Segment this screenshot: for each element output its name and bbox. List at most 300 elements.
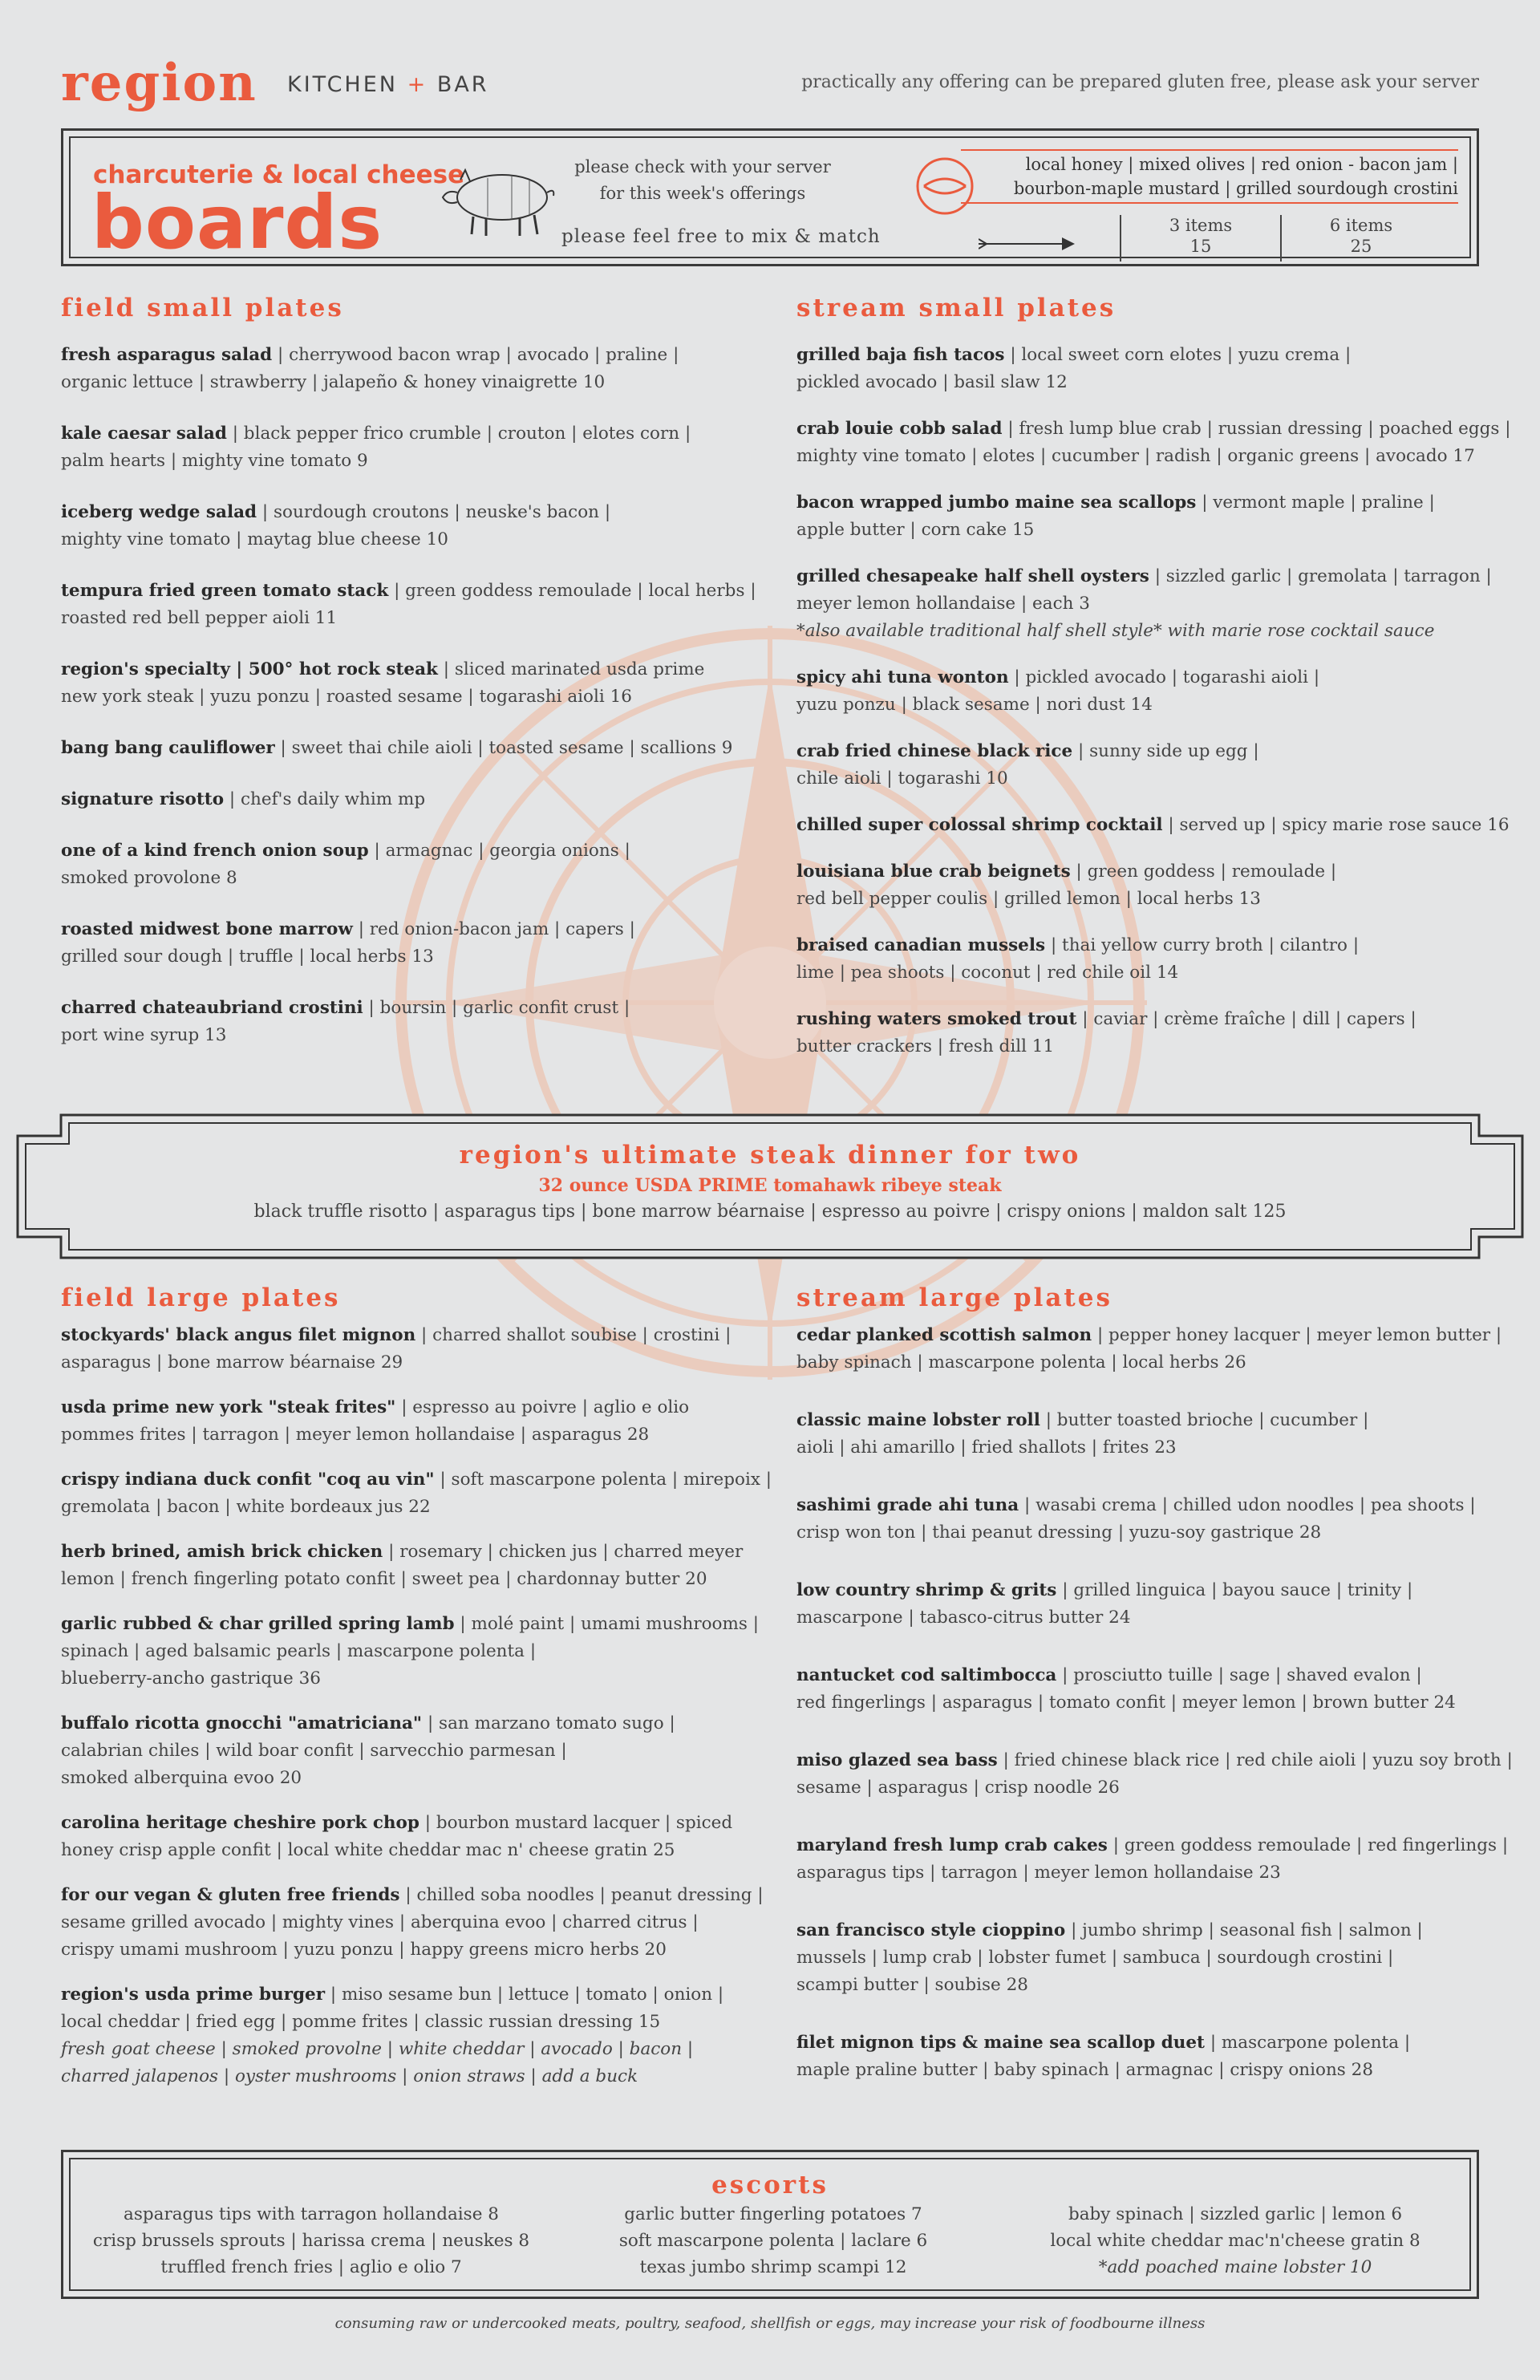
- menu-item-highlight: ahi tuna: [938, 1495, 1019, 1515]
- menu-item: [796, 1322, 1502, 1377]
- menu-item-highlight: burger: [258, 1985, 326, 2005]
- menu-item-name-line: [61, 1539, 767, 1566]
- menu-item-name-line: [61, 995, 767, 1022]
- menu-item: [61, 1981, 767, 2090]
- menu-item: [796, 1006, 1502, 1060]
- field-large-list: [61, 1322, 772, 2090]
- menu-item: [61, 342, 767, 396]
- menu-item: [796, 1577, 1502, 1632]
- menu-item-name: crab fried chinese: [796, 741, 978, 761]
- arrow-right-icon: [979, 234, 1075, 253]
- menu-item-highlight: vegan & gluten free: [134, 1885, 326, 1905]
- escort-item: local white cheddar mac'n'cheese gratin 8: [1050, 2231, 1420, 2251]
- menu-item-description: | espresso au poivre | aglio e olio: [395, 1397, 690, 1417]
- menu-item-highlight: shrimp: [915, 1580, 984, 1600]
- menu-item-name-line: [61, 420, 767, 448]
- field-large-title: field large plates: [61, 1283, 341, 1312]
- field-small-list: [61, 342, 767, 1049]
- menu-item-name-line: [796, 1407, 1502, 1434]
- menu-item-description: mussels | lump crab | lobster fumet | sambuca | sourdough crostini |: [796, 1948, 1394, 1968]
- menu-item-description: gremolata | bacon | white bordeaux jus 22: [61, 1497, 431, 1517]
- menu-item-highlight: fish tacos: [913, 345, 1005, 365]
- menu-item-description: | chilled soba noodles | peanut dressing |: [399, 1885, 764, 1905]
- menu-item-name-line: [796, 738, 1502, 765]
- menu-item-description: apple butter | corn cake 15: [796, 520, 1035, 540]
- menu-item-description: | mascarpone polenta |: [1205, 2033, 1411, 2053]
- escorts-box: [61, 2150, 1479, 2299]
- menu-item-name-line: [61, 1810, 767, 1837]
- menu-item-name: salad: [200, 502, 257, 522]
- menu-item-name: stockyards' black angus: [61, 1325, 298, 1345]
- menu-item-name-line: [61, 656, 767, 683]
- menu-item-description: | charred shallot soubise | crostini |: [415, 1325, 732, 1345]
- menu-item-name: grilled chesapeake half shell: [796, 566, 1080, 586]
- served-with-rule: [961, 202, 1458, 204]
- menu-item-name-line: [796, 1492, 1502, 1519]
- menu-item-description: | green goddess remoulade | red fingerlings |: [1107, 1835, 1509, 1855]
- board-prices: [1120, 215, 1441, 262]
- menu-item-description: butter crackers | fresh dill 11: [796, 1036, 1055, 1056]
- menu-item-name: chilled super colossal: [796, 815, 1012, 835]
- menu-item-highlight: cioppino: [982, 1920, 1066, 1940]
- menu-item-description: | pepper honey lacquer | meyer lemon butter |: [1092, 1325, 1502, 1345]
- menu-item-name-line: [61, 1611, 767, 1638]
- menu-item: [796, 489, 1502, 544]
- menu-item-description: mighty vine tomato | elotes | cucumber | radish | organic greens | avocado 17: [796, 446, 1475, 466]
- menu-item-name-line: [61, 786, 767, 813]
- field-small-title: field small plates: [61, 294, 344, 322]
- menu-item-name: carolina heritage cheshire: [61, 1813, 322, 1833]
- steak-subtitle: 32 ounce USDA PRIME tomahawk ribeye steak: [538, 1175, 1002, 1196]
- menu-item-name-line: [61, 1981, 767, 2009]
- menu-item: [796, 416, 1511, 470]
- menu-item-description: | miso sesame bun | lettuce | tomato | onion |: [325, 1985, 724, 2005]
- menu-item-description: smoked provolone 8: [61, 868, 237, 888]
- boards-subtitle: charcuterie & local cheese: [93, 160, 465, 189]
- menu-item-description: fresh goat cheese | smoked provolne | white cheddar | avocado | bacon |: [61, 2039, 694, 2059]
- menu-item: [61, 1539, 767, 1593]
- menu-item-description: | prosciutto tuille | sage | shaved evalon |: [1056, 1665, 1422, 1685]
- menu-item-description: | fried chinese black rice | red chile aioli | yuzu soy broth |: [997, 1750, 1513, 1770]
- logo-subtitle: [287, 72, 489, 97]
- escorts-col-2: [549, 2201, 998, 2281]
- menu-item-name: soup: [317, 841, 369, 861]
- menu-item-name-line: [61, 837, 767, 865]
- menu-item-description: aioli | ahi amarillo | fried shallots | frites 23: [796, 1437, 1177, 1458]
- escort-item: baby spinach | sizzled garlic | lemon 6: [1068, 2204, 1403, 2224]
- boards-box: [61, 128, 1479, 266]
- menu-item: [796, 2029, 1502, 2084]
- menu-item-highlight: sea scallops: [1080, 493, 1197, 513]
- menu-item-description: organic lettuce | strawberry | jalapeño & honey vinaigrette 10: [61, 372, 606, 392]
- menu-item-description: | sizzled garlic | gremolata | tarragon |: [1149, 566, 1492, 586]
- menu-item-highlight: oysters: [1080, 566, 1149, 586]
- menu-item-highlight: kale caesar: [61, 424, 171, 444]
- menu-item: [61, 499, 767, 553]
- price-6-items: [1280, 215, 1441, 262]
- menu-item-highlight: lamb: [406, 1614, 455, 1634]
- menu-item-description: | armagnac | georgia onions |: [368, 841, 630, 861]
- menu-item-highlight: iceberg wedge: [61, 502, 201, 522]
- escorts-col-3: [1011, 2201, 1460, 2281]
- menu-item-name-line: [61, 342, 767, 369]
- menu-item-name-line: [796, 932, 1502, 959]
- stream-small-list: [796, 342, 1511, 1060]
- menu-item-name: tempura: [61, 581, 149, 601]
- menu-item-highlight: black rice: [977, 741, 1073, 761]
- menu-item-description: | boursin | garlic confit crust |: [363, 998, 630, 1018]
- menu-item-description: maple praline butter | baby spinach | armagnac | crispy onions 28: [796, 2060, 1374, 2080]
- menu-item-highlight: blue crab: [890, 862, 982, 882]
- menu-item: [796, 1917, 1502, 1999]
- menu-item-description: yuzu ponzu | black sesame | nori dust 14: [796, 695, 1153, 715]
- menu-item-highlight: shrimp: [1011, 815, 1080, 835]
- menu-item-name-line: [61, 916, 767, 943]
- menu-item-description: roasted red bell pepper aioli 11: [61, 608, 338, 628]
- menu-item-highlight: cauliflower: [168, 738, 275, 758]
- menu-item-name-line: [61, 499, 767, 526]
- logo-kitchen: KITCHEN: [287, 72, 398, 97]
- menu-item-name: crispy indiana: [61, 1470, 204, 1490]
- price-value: 25: [1350, 237, 1372, 256]
- menu-item-name-line: [61, 1466, 772, 1494]
- menu-item-highlight: lobster: [932, 1410, 1001, 1430]
- menu-item-name: wonton: [931, 667, 1009, 687]
- menu-item-name: charred: [61, 998, 143, 1018]
- menu-item-highlight: mussels: [967, 935, 1046, 955]
- logo: region: [61, 53, 257, 113]
- menu-item-description: | molé paint | umami mushrooms |: [454, 1614, 759, 1634]
- header: [61, 53, 1479, 117]
- menu-item-description: local cheddar | fried egg | pomme frites | classic russian dressing 15: [61, 2012, 661, 2032]
- menu-item-name: friends: [325, 1885, 400, 1905]
- menu-item-highlight: crab: [796, 419, 840, 439]
- menu-item-name: fresh: [61, 345, 117, 365]
- menu-item-description: charred jalapenos | oyster mushrooms | onion straws | add a buck: [61, 2066, 638, 2086]
- menu-item-description: | pickled avocado | togarashi aioli |: [1008, 667, 1320, 687]
- menu-item-name: saltimbocca: [934, 1665, 1057, 1685]
- menu-item-description: | sourdough croutons | neuske's bacon |: [257, 502, 611, 522]
- menu-item-name-line: [796, 1747, 1513, 1774]
- menu-item-name-line: [796, 858, 1502, 886]
- menu-item-description: meyer lemon hollandaise | each 3: [796, 594, 1090, 614]
- menu-item: [796, 1492, 1502, 1547]
- menu-item-name-line: [796, 1006, 1502, 1033]
- served-with-line: bourbon-maple mustard | grilled sourdough crostini: [1013, 179, 1458, 198]
- menu-item-description: red fingerlings | asparagus | tomato confit | meyer lemon | brown butter 24: [796, 1693, 1456, 1713]
- menu-item-highlight: cod: [900, 1665, 935, 1685]
- menu-item-name: salad: [170, 424, 227, 444]
- menu-item: [796, 812, 1510, 839]
- menu-item: [796, 1662, 1502, 1717]
- menu-item-name: stack: [330, 581, 389, 601]
- menu-item-description: asparagus tips | tarragon | meyer lemon hollandaise 23: [796, 1863, 1281, 1883]
- escorts-inner-border: [69, 2158, 1471, 2291]
- menu-item-name-line: [61, 1394, 767, 1421]
- escorts-col-1: [87, 2201, 536, 2281]
- menu-item: [61, 916, 767, 971]
- menu-item-highlight: chicken: [307, 1542, 383, 1562]
- menu-item-description: | bourbon mustard lacquer | spiced: [419, 1813, 733, 1833]
- served-with-line: local honey | mixed olives | red onion - bacon jam |: [1025, 155, 1458, 174]
- menu-item-name-line: [796, 563, 1502, 590]
- menu-item-name-line: [61, 578, 767, 605]
- menu-item-description: mascarpone | tabasco-citrus butter 24: [796, 1608, 1131, 1628]
- steak-title: region's ultimate steak dinner for two: [459, 1141, 1081, 1170]
- menu-item: [61, 1322, 767, 1377]
- logo-plus: +: [407, 72, 428, 97]
- menu-item: [61, 1710, 767, 1792]
- menu-item-description: honey crisp apple confit | local white cheddar mac n' cheese gratin 25: [61, 1840, 675, 1860]
- menu-item-name: rushing waters smoked: [796, 1009, 1028, 1029]
- menu-item-name: louie cobb salad: [839, 419, 1003, 439]
- menu-item-highlight: signature risotto: [61, 789, 225, 809]
- disclaimer: consuming raw or undercooked meats, poultry, seafood, shellfish or eggs, may increase your risk of foodbourne illness: [334, 2315, 1206, 2332]
- menu-item-name: low country: [796, 1580, 916, 1600]
- escort-item: soft mascarpone polenta | laclare 6: [618, 2231, 928, 2251]
- served-with-rule: [961, 149, 1458, 151]
- menu-item-name: region's usda prime: [61, 1985, 259, 2005]
- menu-item-description: lemon | french fingerling potato confit | sweet pea | chardonnay butter 20: [61, 1569, 707, 1589]
- menu-item-name-line: [796, 342, 1502, 369]
- menu-item-name-line: [796, 1832, 1509, 1859]
- menu-item-description: grilled sour dough | truffle | local herbs 13: [61, 947, 434, 967]
- menu-item-description: asparagus | bone marrow béarnaise 29: [61, 1352, 403, 1372]
- served-with-list: [913, 148, 1458, 205]
- menu-item-description: | green goddess remoulade | local herbs |: [388, 581, 756, 601]
- menu-item-name-line: [796, 1322, 1502, 1349]
- menu-item-name: miso glazed: [796, 1750, 918, 1770]
- menu-item-description: smoked alberquina evoo 20: [61, 1768, 302, 1788]
- price-value: 15: [1189, 237, 1212, 256]
- menu-item-description: red bell pepper coulis | grilled lemon | local herbs 13: [796, 889, 1261, 909]
- menu-item-highlight: crab cakes: [1004, 1835, 1108, 1855]
- menu-item-name-line: [796, 1662, 1502, 1689]
- menu-item-description: | thai yellow curry broth | cilantro |: [1045, 935, 1360, 955]
- menu-item-name: buffalo ricotta: [61, 1713, 206, 1733]
- mix-match-note: please feel free to mix & match: [561, 226, 881, 247]
- menu-item-highlight: "steak frites": [268, 1397, 396, 1417]
- menu-item-description: | green goddess | remoulade |: [1070, 862, 1337, 882]
- check-note-line: for this week's offerings: [599, 184, 806, 203]
- check-note-line: please check with your server: [574, 157, 831, 176]
- menu-item-description: | wasabi crema | chilled udon noodles | pea shoots |: [1019, 1495, 1476, 1515]
- escorts-title: escorts: [711, 2171, 829, 2200]
- menu-item: [61, 420, 767, 475]
- menu-item-name: louisiana: [796, 862, 891, 882]
- price-3-items: [1120, 215, 1280, 262]
- menu-item-highlight: scottish salmon: [939, 1325, 1092, 1345]
- menu-item-name: herb brined, amish brick: [61, 1542, 308, 1562]
- stream-small-title: stream small plates: [796, 294, 1116, 322]
- menu-item-description: pommes frites | tarragon | meyer lemon hollandaise | asparagus 28: [61, 1425, 650, 1445]
- menu-item-description: | grilled linguica | bayou sauce | trinity |: [1056, 1580, 1413, 1600]
- menu-item-highlight: ahi tuna: [851, 667, 932, 687]
- menu-item: [61, 1810, 767, 1864]
- menu-item-description: | served up | spicy marie rose sauce 16: [1162, 815, 1510, 835]
- menu-item: [796, 563, 1502, 645]
- menu-item-name: sashimi grade: [796, 1495, 938, 1515]
- menu-item-name: "amatriciana": [282, 1713, 423, 1733]
- menu-item-highlight: pork chop: [322, 1813, 419, 1833]
- menu-item-description: *also available traditional half shell style* with marie rose cocktail sauce: [796, 621, 1435, 641]
- menu-item-description: scampi butter | soubise 28: [796, 1975, 1028, 1995]
- menu-item: [61, 1394, 767, 1449]
- menu-item-name: one of a kind: [61, 841, 193, 861]
- escort-item: crisp brussels sprouts | harissa crema | neuskes 8: [92, 2231, 530, 2251]
- escort-item: *add poached maine lobster 10: [1098, 2257, 1372, 2277]
- menu-item-highlight: french onion: [192, 841, 318, 861]
- menu-item: [61, 1466, 772, 1521]
- menu-item-description: baby spinach | mascarpone polenta | local herbs 26: [796, 1352, 1246, 1372]
- menu-item-description: | sliced marinated usda prime: [437, 659, 705, 679]
- menu-item-name: cedar planked: [796, 1325, 940, 1345]
- menu-item-description: crispy umami mushroom | yuzu ponzu | happy greens micro herbs 20: [61, 1940, 667, 1960]
- menu-item: [61, 786, 767, 813]
- menu-item-name: maryland fresh lump: [796, 1835, 1005, 1855]
- menu-item-description: | butter toasted brioche | cucumber |: [1040, 1410, 1369, 1430]
- menu-item: [796, 1407, 1502, 1462]
- menu-item-name: for our: [61, 1885, 135, 1905]
- menu-item-description: mighty vine tomato | maytag blue cheese 10: [61, 529, 448, 549]
- menu-item-name: san francisco style: [796, 1920, 983, 1940]
- menu-item-description: | vermont maple | praline |: [1196, 493, 1435, 513]
- menu-item-description: chile aioli | togarashi 10: [796, 768, 1008, 789]
- menu-item-highlight: gnocchi: [205, 1713, 282, 1733]
- menu-item-description: | fresh lump blue crab | russian dressing | poached eggs |: [1002, 419, 1511, 439]
- menu-item-description: | local sweet corn elotes | yuzu crema |: [1004, 345, 1352, 365]
- menu-item: [61, 735, 767, 762]
- menu-item-description: | cherrywood bacon wrap | avocado | praline |: [272, 345, 679, 365]
- menu-item: [796, 932, 1502, 987]
- menu-item-name-line: [796, 664, 1502, 691]
- menu-item-highlight: fried green tomato: [148, 581, 331, 601]
- boards-inner-border: [69, 136, 1471, 266]
- steak-description: black truffle risotto | asparagus tips | bone marrow béarnaise | espresso au poivre | crispy onions | maldon salt 125: [253, 1202, 1287, 1222]
- steak-text: [14, 1137, 1526, 1226]
- menu-item-name: crostini: [282, 998, 363, 1018]
- menu-item-description: calabrian chiles | wild boar confit | sarvecchio parmesan |: [61, 1741, 567, 1761]
- menu-item-name-line: [796, 2029, 1502, 2057]
- menu-item-name: classic maine: [796, 1410, 933, 1430]
- menu-item-description: | caviar | crème fraîche | dill | capers |: [1076, 1009, 1416, 1029]
- escort-item: asparagus tips with tarragon hollandaise 8: [124, 2204, 499, 2224]
- menu-item-highlight: trout: [1027, 1009, 1077, 1029]
- menu-item: [796, 1747, 1513, 1802]
- menu-item-description: | red onion-bacon jam | capers |: [352, 919, 635, 939]
- pig-icon: [440, 160, 560, 241]
- menu-item: [796, 342, 1502, 396]
- menu-item-name: salad: [215, 345, 273, 365]
- menu-item-name-line: [61, 1882, 767, 1909]
- menu-item-description: spinach | aged balsamic pearls | mascarpone polenta |: [61, 1641, 537, 1661]
- menu-item-name-line: [796, 489, 1502, 517]
- menu-item-name-line: [796, 812, 1510, 839]
- escort-item: texas jumbo shrimp scampi 12: [639, 2257, 907, 2277]
- menu-item-name-line: [796, 1577, 1502, 1604]
- gluten-free-note: practically any offering can be prepared gluten free, please ask your server: [801, 72, 1479, 92]
- menu-item-description: palm hearts | mighty vine tomato 9: [61, 451, 368, 471]
- menu-item-name: roasted midwest: [61, 919, 226, 939]
- menu-item-name: & grits: [983, 1580, 1057, 1600]
- menu-item-name-line: [796, 1917, 1502, 1944]
- menu-item: [61, 1611, 767, 1693]
- menu-item-name: garlic rubbed & char grilled spring: [61, 1614, 407, 1634]
- menu-item-description: | sweet thai chile aioli | toasted sesame | scallions 9: [274, 738, 733, 758]
- menu-item-description: | chef's daily whim mp: [224, 789, 426, 809]
- escort-item: truffled french fries | aglio e olio 7: [160, 2257, 462, 2277]
- menu-item-highlight: bone marrow: [225, 919, 353, 939]
- menu-item-description: new york steak | yuzu ponzu | roasted sesame | togarashi aioli 16: [61, 687, 632, 707]
- menu-item-description: sesame | asparagus | crisp noodle 26: [796, 1778, 1120, 1798]
- menu-item-description: crisp won ton | thai peanut dressing | yuzu-soy gastrique 28: [796, 1522, 1322, 1543]
- price-label: 3 items: [1169, 216, 1233, 235]
- menu-item: [61, 837, 767, 892]
- menu-item: [61, 995, 767, 1049]
- escort-item: garlic butter fingerling potatoes 7: [624, 2204, 922, 2224]
- boards-title: boards: [91, 180, 383, 266]
- menu-item-description: lime | pea shoots | coconut | red chile oil 14: [796, 963, 1179, 983]
- menu-item-name-line: [61, 1710, 767, 1737]
- menu-item-description: port wine syrup 13: [61, 1025, 227, 1045]
- menu-item-name: cocktail: [1080, 815, 1163, 835]
- menu-item-name: braised canadian: [796, 935, 968, 955]
- menu-item-name: "coq au vin": [311, 1470, 435, 1490]
- menu-item-description: sesame grilled avocado | mighty vines | aberquina evoo | charred citrus |: [61, 1912, 699, 1932]
- menu-item-name: usda prime new york: [61, 1397, 269, 1417]
- price-label: 6 items: [1329, 216, 1393, 235]
- steak-for-two-box: [14, 1112, 1526, 1261]
- menu-item: [796, 738, 1502, 793]
- menu-item-highlight: filet mignon tips & maine sea scallop duet: [796, 2033, 1205, 2053]
- menu-item-description: blueberry-ancho gastrique 36: [61, 1668, 321, 1689]
- menu-item-name-line: [61, 1322, 767, 1349]
- menu-item-description: | soft mascarpone polenta | mirepoix |: [434, 1470, 772, 1490]
- menu-item-name-line: [61, 735, 767, 762]
- menu-item-description: | black pepper frico crumble | crouton | elotes corn |: [226, 424, 691, 444]
- menu-item-name: beignets: [981, 862, 1071, 882]
- menu-item-name: spicy: [796, 667, 852, 687]
- menu-item-name: nantucket: [796, 1665, 901, 1685]
- logo-bar: BAR: [436, 72, 489, 97]
- menu-item-name: region's specialty | 500°: [61, 659, 299, 679]
- menu-item-description: | rosemary | chicken jus | charred meyer: [383, 1542, 744, 1562]
- menu-item: [61, 578, 767, 632]
- menu-item-description: | jumbo shrimp | seasonal fish | salmon |: [1065, 1920, 1423, 1940]
- menu-item: [796, 1832, 1509, 1887]
- menu-item-description: | sunny side up egg |: [1072, 741, 1259, 761]
- stream-large-list: [796, 1322, 1513, 2084]
- menu-item-description: pickled avocado | basil slaw 12: [796, 372, 1068, 392]
- menu-item-highlight: duck confit: [203, 1470, 312, 1490]
- check-server-note: [574, 154, 831, 207]
- menu-item: [796, 664, 1502, 719]
- menu-item-name-line: [796, 416, 1511, 443]
- menu-item-highlight: chateaubriand: [142, 998, 283, 1018]
- menu-item: [61, 656, 767, 711]
- menu-item-highlight: asparagus: [116, 345, 216, 365]
- menu-item: [61, 1882, 767, 1964]
- menu-item-name: bacon wrapped jumbo maine: [796, 493, 1081, 513]
- menu-item-highlight: filet mignon: [298, 1325, 416, 1345]
- menu-item: [796, 858, 1502, 913]
- menu-item-highlight: hot rock steak: [298, 659, 438, 679]
- stream-large-title: stream large plates: [796, 1283, 1112, 1312]
- menu-item-name: roll: [1000, 1410, 1040, 1430]
- menu-item-name: grilled baja: [796, 345, 914, 365]
- menu-item-description: | san marzano tomato sugo |: [422, 1713, 675, 1733]
- menu-item-highlight: sea bass: [917, 1750, 998, 1770]
